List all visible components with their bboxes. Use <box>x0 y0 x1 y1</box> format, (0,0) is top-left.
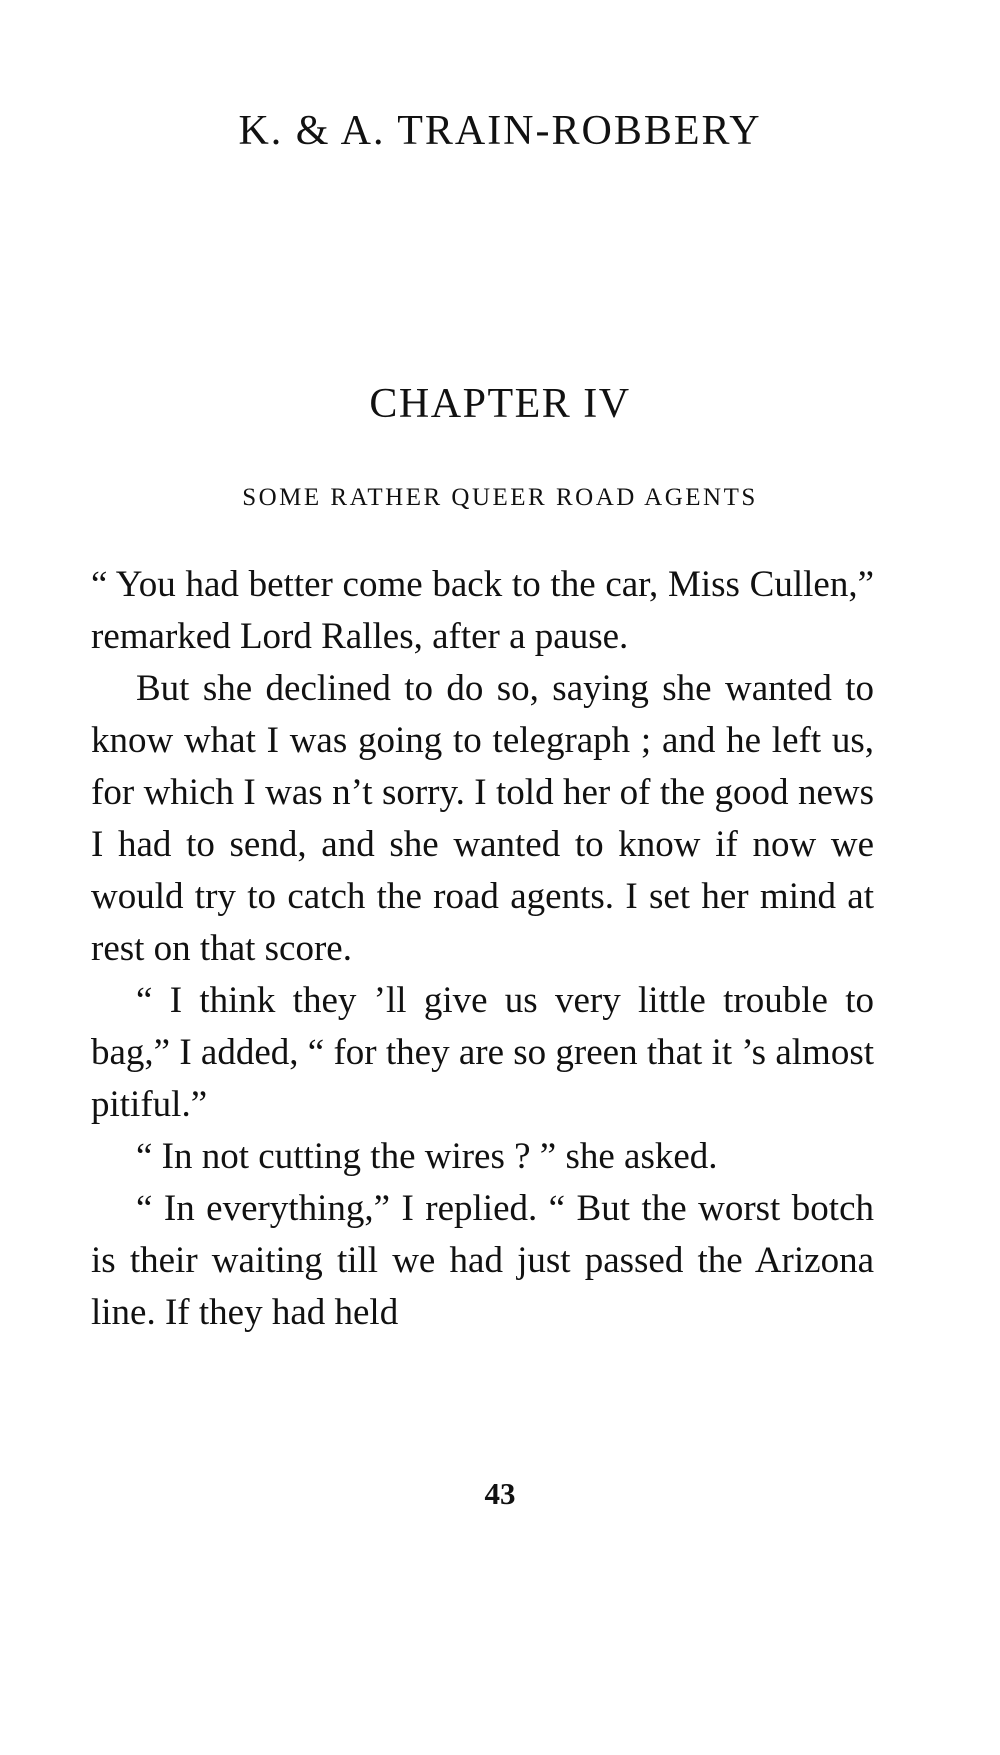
body-text <box>91 559 874 1339</box>
page-number: 43 <box>484 1476 516 1511</box>
chapter-title: CHAPTER IV <box>369 381 631 427</box>
paragraph: But she declined to do so, saying she wanted to know what I was going to telegraph ; and he left us, for which I was n’t sorry. I told her of the good news I had to send, and she wanted to know if now we would try to catch the road agents. I set her mind at rest on that score. <box>91 668 874 969</box>
paragraph: “ In everything,” I replied. “ But the worst botch is their waiting till we had just passed the Arizona line. If they had held <box>91 1188 874 1333</box>
chapter-subtitle: SOME RATHER QUEER ROAD AGENTS <box>242 484 758 511</box>
paragraph: “ I think they ’ll give us very little trouble to bag,” I added, “ for they are so green that it ’s almost pitiful.” <box>91 980 874 1125</box>
paragraph: “ You had better come back to the car, Miss Cullen,” remarked Lord Ralles, after a pause. <box>91 564 874 657</box>
running-head: K. & A. TRAIN-ROBBERY <box>238 108 762 154</box>
paragraph: “ In not cutting the wires ? ” she asked. <box>136 1136 718 1177</box>
